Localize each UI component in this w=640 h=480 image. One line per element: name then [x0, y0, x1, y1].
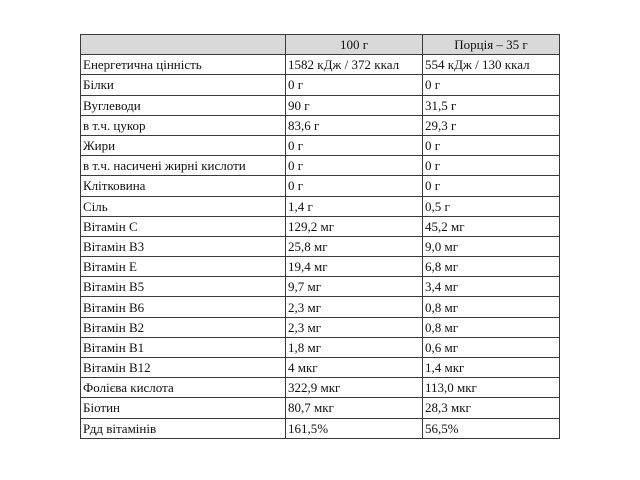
nutrient-name-cell: Вітамін С: [81, 216, 286, 236]
per-serving-value-cell: 554 кДж / 130 ккал: [423, 55, 560, 75]
nutrition-table-body: [81, 35, 560, 439]
per-100g-value-cell: 161,5%: [286, 418, 423, 438]
per-100g-value-cell: 1,4 г: [286, 196, 423, 216]
per-100g-value-cell: 4 мкг: [286, 358, 423, 378]
nutrient-name-cell: в т.ч. насичені жирні кислоти: [81, 156, 286, 176]
nutrient-name-cell: Вітамін В12: [81, 358, 286, 378]
table-row: [81, 196, 560, 216]
table-row: [81, 297, 560, 317]
table-row: [81, 115, 560, 135]
table-row: [81, 358, 560, 378]
per-serving-value-cell: 0 г: [423, 75, 560, 95]
per-serving-value-cell: 45,2 мг: [423, 216, 560, 236]
per-100g-value-cell: 25,8 мг: [286, 236, 423, 256]
table-row: [81, 337, 560, 357]
table-row: [81, 216, 560, 236]
per-serving-value-cell: 3,4 мг: [423, 277, 560, 297]
nutrition-table: [80, 34, 560, 439]
table-row: [81, 75, 560, 95]
nutrient-name-cell: Вітамін В3: [81, 236, 286, 256]
per-serving-value-cell: 0 г: [423, 176, 560, 196]
nutrient-name-cell: Вуглеводи: [81, 95, 286, 115]
per-serving-value-cell: 0,5 г: [423, 196, 560, 216]
nutrient-name-cell: Сіль: [81, 196, 286, 216]
nutrient-name-cell: в т.ч. цукор: [81, 115, 286, 135]
nutrient-name-cell: Жири: [81, 135, 286, 155]
nutrient-name-cell: Вітамін Е: [81, 257, 286, 277]
per-serving-value-cell: 28,3 мкг: [423, 398, 560, 418]
nutrient-name-cell: Вітамін В5: [81, 277, 286, 297]
per-100g-value-cell: 1582 кДж / 372 ккал: [286, 55, 423, 75]
header-cell-per-serving: Порція – 35 г: [423, 35, 560, 55]
nutrient-name-cell: Вітамін В2: [81, 317, 286, 337]
per-serving-value-cell: 29,3 г: [423, 115, 560, 135]
table-header-row: [81, 35, 560, 55]
per-100g-value-cell: 0 г: [286, 176, 423, 196]
per-serving-value-cell: 0,8 мг: [423, 317, 560, 337]
table-row: [81, 236, 560, 256]
per-100g-value-cell: 0 г: [286, 156, 423, 176]
nutrient-name-cell: Вітамін В1: [81, 337, 286, 357]
table-row: [81, 95, 560, 115]
per-serving-value-cell: 1,4 мкг: [423, 358, 560, 378]
per-100g-value-cell: 322,9 мкг: [286, 378, 423, 398]
table-row: [81, 55, 560, 75]
nutrient-name-cell: Біотин: [81, 398, 286, 418]
per-100g-value-cell: 0 г: [286, 135, 423, 155]
table-row: [81, 378, 560, 398]
table-row: [81, 418, 560, 438]
per-100g-value-cell: 83,6 г: [286, 115, 423, 135]
per-100g-value-cell: 2,3 мг: [286, 317, 423, 337]
per-serving-value-cell: 9,0 мг: [423, 236, 560, 256]
per-100g-value-cell: 80,7 мкг: [286, 398, 423, 418]
table-row: [81, 398, 560, 418]
nutrient-name-cell: Рдд вітамінів: [81, 418, 286, 438]
per-100g-value-cell: 9,7 мг: [286, 277, 423, 297]
header-cell-blank: [81, 35, 286, 55]
table-row: [81, 176, 560, 196]
per-serving-value-cell: 31,5 г: [423, 95, 560, 115]
nutrient-name-cell: Фолієва кислота: [81, 378, 286, 398]
per-serving-value-cell: 0,8 мг: [423, 297, 560, 317]
table-row: [81, 135, 560, 155]
table-row: [81, 156, 560, 176]
header-cell-per-100g: 100 г: [286, 35, 423, 55]
per-serving-value-cell: 6,8 мг: [423, 257, 560, 277]
per-serving-value-cell: 0 г: [423, 156, 560, 176]
per-100g-value-cell: 129,2 мг: [286, 216, 423, 236]
table-row: [81, 317, 560, 337]
per-100g-value-cell: 19,4 мг: [286, 257, 423, 277]
table-row: [81, 277, 560, 297]
per-serving-value-cell: 113,0 мкг: [423, 378, 560, 398]
nutrient-name-cell: Вітамін В6: [81, 297, 286, 317]
per-100g-value-cell: 2,3 мг: [286, 297, 423, 317]
per-serving-value-cell: 0 г: [423, 135, 560, 155]
table-row: [81, 257, 560, 277]
per-serving-value-cell: 56,5%: [423, 418, 560, 438]
per-100g-value-cell: 0 г: [286, 75, 423, 95]
per-100g-value-cell: 90 г: [286, 95, 423, 115]
nutrient-name-cell: Білки: [81, 75, 286, 95]
nutrient-name-cell: Клітковина: [81, 176, 286, 196]
per-100g-value-cell: 1,8 мг: [286, 337, 423, 357]
per-serving-value-cell: 0,6 мг: [423, 337, 560, 357]
nutrient-name-cell: Енергетична цінність: [81, 55, 286, 75]
